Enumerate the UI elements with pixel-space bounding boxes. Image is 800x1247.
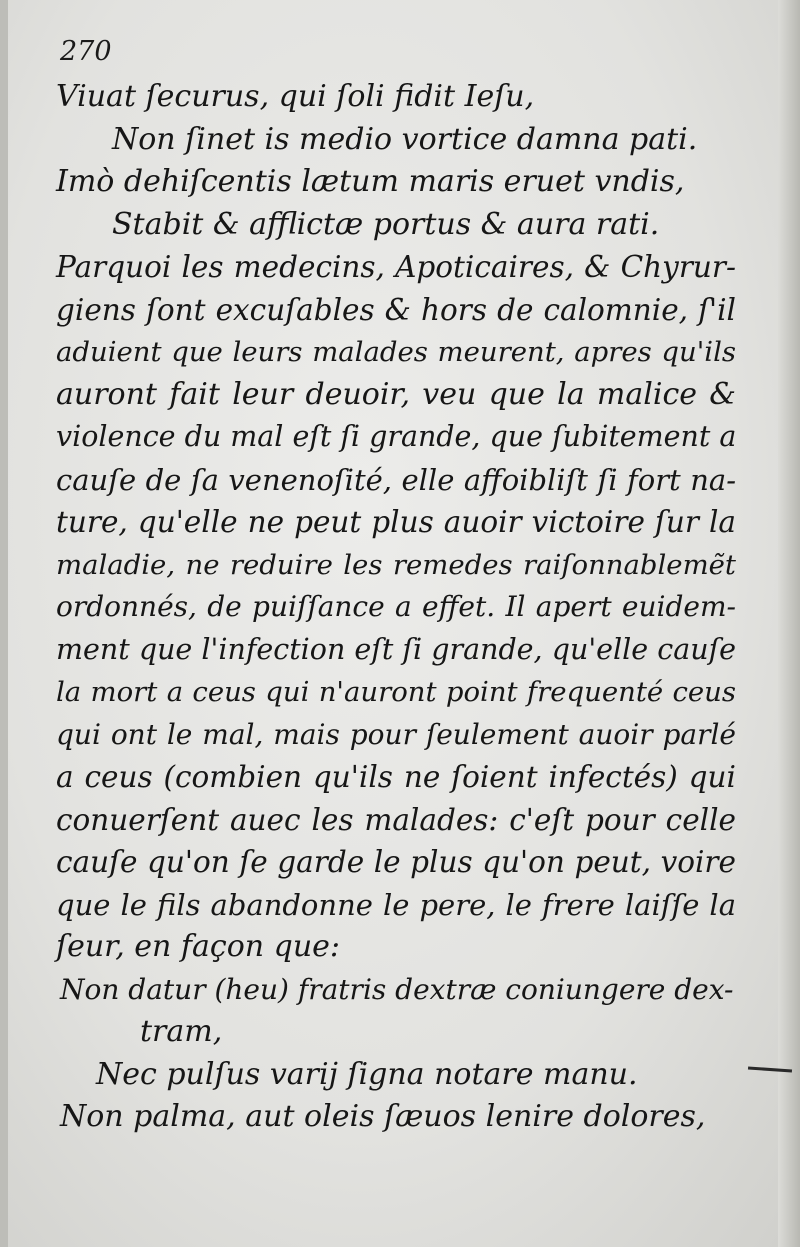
prose-line: qui ont le mal, mais pour ſeulement auoir parlé <box>56 717 736 751</box>
verse-line: Nec pulſus varij ſigna notare manu. <box>96 1056 638 1092</box>
prose-line: cauſe qu'on ſe garde le plus qu'on peut, voire <box>56 845 736 879</box>
prose-line: ordonnés, de puiſſance a effet. Il apert euidem- <box>56 590 736 623</box>
page-left-edge <box>0 0 8 1247</box>
prose-line: Parquoi les medecins, Apoticaires, & Chyrur- <box>56 250 736 284</box>
verse-line: Non datur (heu) fratris dextræ coniungere dex- <box>60 972 734 1006</box>
verse-line: Stabit & afflictæ portus & aura rati. <box>112 206 660 242</box>
prose-line: aduient que leurs malades meurent, apres qu'ils <box>56 336 736 368</box>
prose-line: conuerſent auec les malades: c'eſt pour celle <box>56 802 736 837</box>
prose-line: giens ſont excuſables & hors de calomnie, ſ'il <box>56 292 736 327</box>
prose-line: la mort a ceus qui n'auront point frequenté ceus <box>56 676 736 708</box>
prose-line: auront fait leur deuoir, veu que la malice & <box>56 376 736 412</box>
verse-line: Non palma, aut oleis ſæuos lenire dolores, <box>60 1099 706 1134</box>
verse-line: Imò dehiſcentis lætum maris eruet vndis, <box>56 164 685 199</box>
prose-line: que le fils abandonne le pere, le frere laiſſe la <box>56 887 736 922</box>
prose-line: ture, qu'elle ne peut plus auoir victoire ſur la <box>56 505 736 539</box>
prose-line: ſeur, en façon que: <box>56 929 341 964</box>
prose-line: a ceus (combien qu'ils ne ſoient infectés) qui <box>56 760 736 794</box>
page-number: 270 <box>60 36 112 67</box>
verse-line: Non ſinet is medio vortice damna pati. <box>112 121 698 157</box>
page-right-edge <box>778 0 800 1247</box>
verse-line: tram, <box>140 1014 223 1049</box>
prose-line: maladie, ne reduire les remedes raiſonnablemẽt <box>56 548 736 581</box>
prose-line: violence du mal eſt ſi grande, que ſubitement a <box>56 420 737 453</box>
verse-line: Viuat ſecurus, qui ſoli fidit Ieſu, <box>56 79 535 114</box>
text-body <box>56 76 736 1139</box>
prose-line: ment que l'infection eſt ſi grande, qu'elle cauſe <box>56 632 736 666</box>
prose-line: cauſe de ſa venenoſité, elle affoibliſt ſi fort na- <box>56 462 736 497</box>
